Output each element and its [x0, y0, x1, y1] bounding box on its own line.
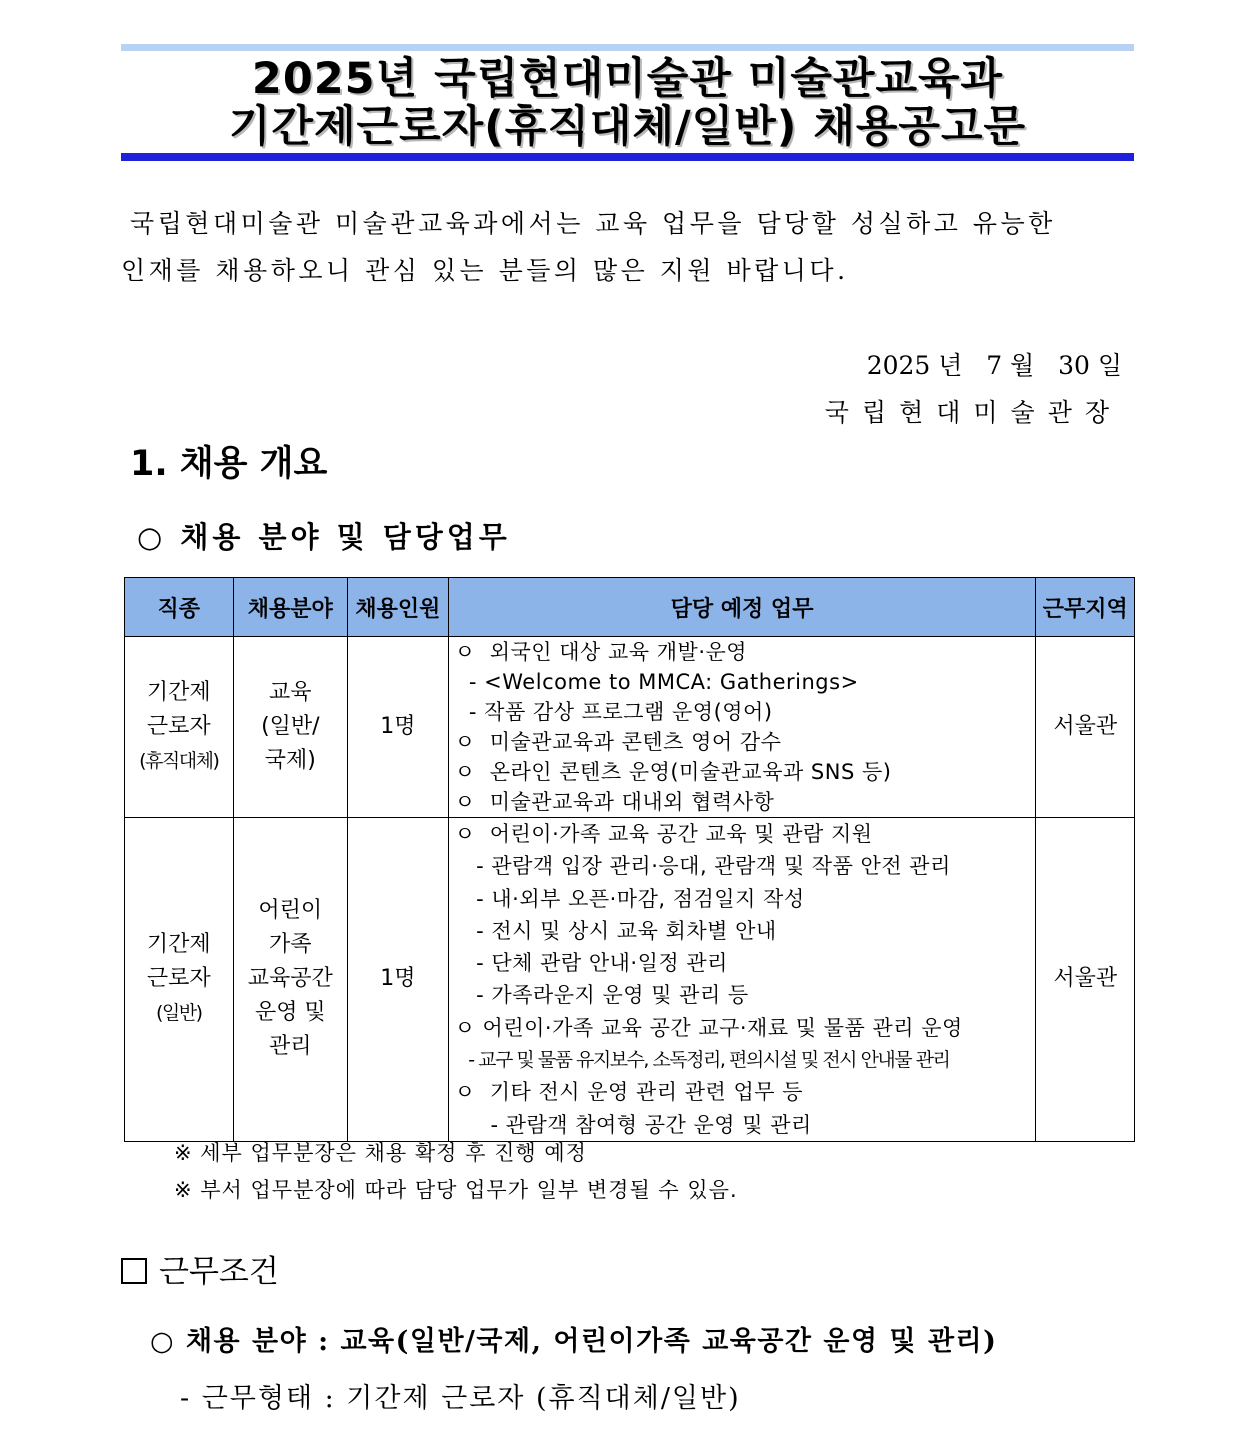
job-type-cell: 기간제 근로자 (휴직대체): [125, 637, 234, 818]
condition-field: ○ 채용 분야 : 교육(일반/국제, 어린이가족 교육공간 운영 및 관리): [150, 1326, 998, 1357]
headcount-cell: 1명: [348, 818, 448, 1142]
checkbox-icon: [121, 1258, 147, 1284]
header-location: 근무지역: [1036, 578, 1135, 637]
location-cell: 서울관: [1036, 637, 1135, 818]
table-row: [125, 818, 1135, 1142]
document-title-line2: 기간제근로자(휴직대체/일반) 채용공고문: [228, 102, 1027, 152]
location-cell: 서울관: [1036, 818, 1135, 1142]
condition-work-type: - 근무형태 : 기간제 근로자 (휴직대체/일반): [180, 1383, 741, 1414]
title-bottom-rule: [121, 153, 1134, 161]
intro-line1: 국립현대미술관 미술관교육과에서는 교육 업무을 담당할 성실하고 유능한: [130, 209, 1056, 238]
table-row: [125, 637, 1135, 818]
field-cell: 교육 (일반/ 국제): [233, 637, 348, 818]
note-duty-change: ※ 부서 업무분장에 따라 담당 업무가 일부 변경될 수 있음.: [174, 1178, 738, 1202]
header-duties: 담당 예정 업무: [448, 578, 1036, 637]
header-headcount: 채용인원: [348, 578, 448, 637]
subheading-fields-duties: ○ 채용 분야 및 담당업무: [137, 520, 511, 554]
announcement-date: 2025 년 7 월 30 일: [866, 351, 1122, 380]
document-title-line1: 2025년 국립현대미술관 미술관교육과: [251, 54, 1004, 104]
section-heading-conditions-text: 근무조건: [159, 1254, 279, 1290]
table-header-row: [125, 578, 1135, 637]
title-top-rule: [121, 44, 1134, 51]
header-job-type: 직종: [125, 578, 234, 637]
recruitment-table: [124, 577, 1135, 1142]
signer: 국립현대미술관장: [824, 398, 1122, 427]
note-duty-assignment: ※ 세부 업무분장은 채용 확정 후 진행 예정: [174, 1141, 587, 1165]
section-heading-overview: 1. 채용 개요: [130, 444, 328, 484]
duties-cell: ㅇ 외국인 대상 교육 개발·운영 - <Welcome to MMCA: Gatherings> - 작품 감상 프로그램 운영(영어) ㅇ 미술관교육과 콘텐츠 영어 감수 ㅇ 온라인 콘텐츠 운영(미술관교육과 SNS 등) ㅇ 미술관교육과 대내외 협력사항: [448, 637, 1036, 818]
job-type-cell: 기간제 근로자 (일반): [125, 818, 234, 1142]
section-heading-conditions: [121, 1246, 279, 1291]
duties-cell: ㅇ 어린이·가족 교육 공간 교육 및 관람 지원 - 관람객 입장 관리·응대, 관람객 및 작품 안전 관리 - 내·외부 오픈·마감, 점검일지 작성 - 전시 및 상시 교육 회차별 안내 - 단체 관람 안내·일정 관리 - 가족라운지 운영 및 관리 등 ㅇ 어린이·가족 교육 공간 교구·재료 및 물품 관리 운영 - 교구 및 물품 유지보수, 소독정리, 편의시설 및 전시 안내물 관리 ㅇ 기타 전시 운영 관리 관련 업무 등 - 관람객 참여형 공간 운영 및 관리: [448, 818, 1036, 1142]
headcount-cell: 1명: [348, 637, 448, 818]
field-cell: 어린이 가족 교육공간 운영 및 관리: [233, 818, 348, 1142]
header-field: 채용분야: [233, 578, 348, 637]
intro-line2: 인재를 채용하오니 관심 있는 분들의 많은 지원 바랍니다.: [121, 256, 849, 285]
